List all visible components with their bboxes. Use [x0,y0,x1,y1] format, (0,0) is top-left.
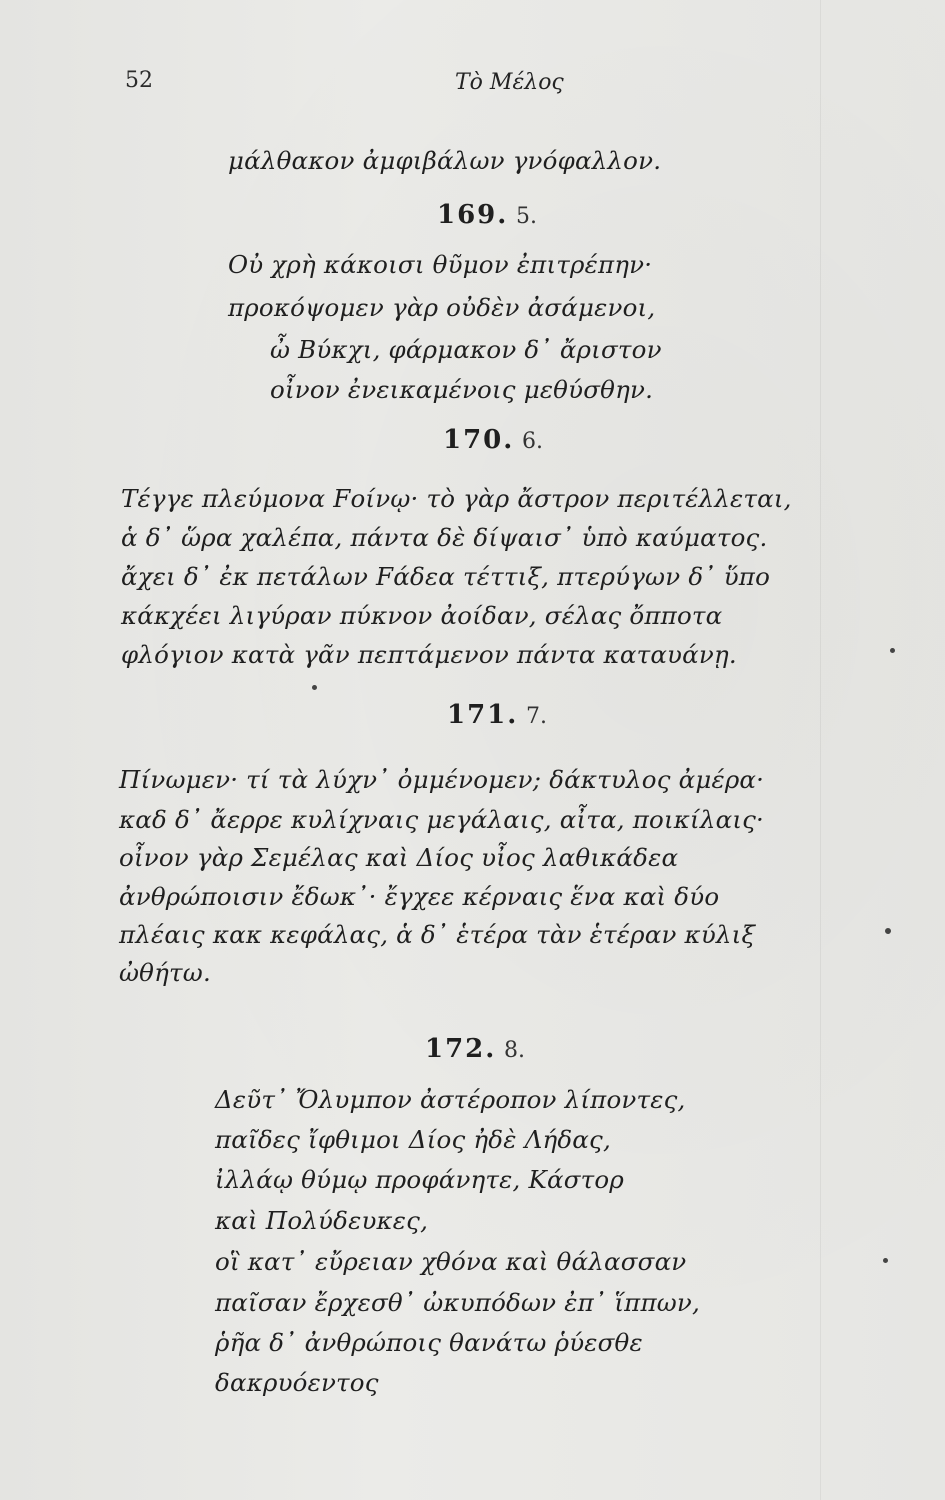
verse-line: Δεῦτ᾽ Ὄλυμπον ἀστέροπον λίποντες, [215,1085,686,1114]
verse-line: πλέαις κακ κεφάλας, ἁ δ᾽ ἑτέρα τὰν ἑτέραν κύλιξ [119,920,756,949]
fragment-number: 7. [525,704,547,729]
poem-number: 169. [437,200,509,230]
verse-line: κάκχέει λιγύραν πύκνον ἀοίδαν, σέλας ὄπποτα [121,601,723,630]
margin-speck [885,928,891,934]
running-head: Τὸ Μέλος [455,70,564,95]
margin-speck [883,1258,888,1263]
fragment-number: 6. [521,429,543,454]
verse-line: ἰλλάῳ θύμῳ προφάνητε, Κάστορ [215,1165,624,1194]
page-number: 52 [125,68,153,93]
verse-line: οἶνον ἐνεικαμένοις μεθύσθην. [270,375,654,404]
verse-line: οἶνον γὰρ Σεμέλας καὶ Δίος υἶος λαθικάδεα [119,843,679,872]
fold-shadow [820,0,821,1500]
verse-line: Οὐ χρὴ κάκοισι θῦμον ἐπιτρέπην· [228,250,653,279]
fragment-number: 5. [515,204,537,229]
verse-line: προκόψομεν γὰρ οὐδὲν ἀσάμενοι, [228,293,656,322]
verse-line: ὦ Βύκχι, φάρμακον δ᾽ ἄριστον [270,335,662,364]
verse-line: καδ δ᾽ ἄερρε κυλίχναις μεγάλαις, αἶτα, ποικίλαις· [119,805,765,834]
poem-number: 172. [425,1034,497,1064]
verse-line: καὶ Πολύδευκες, [215,1206,429,1235]
verse-line: παῖσαν ἔρχεσθ᾽ ὠκυπόδων ἐπ᾽ ἵππων, [215,1288,701,1317]
verse-line: ἄχει δ᾽ ἐκ πετάλων Fάδεα τέττιξ, πτερύγων δ᾽ ὕπο [121,562,771,591]
verse-line: Πίνωμεν· τί τὰ λύχν᾽ ὀμμένομεν; δάκτυλος ἀμέρα· [119,765,765,794]
poem-heading-171 [447,700,547,730]
margin-speck [890,648,895,653]
printing-speck [312,685,317,690]
verse-line: ἁ δ᾽ ὥρα χαλέπα, πάντα δὲ δίψαισ᾽ ὑπὸ καύματος. [121,523,768,552]
fragment-number: 8. [503,1038,525,1063]
poem-heading-169 [437,200,537,230]
verse-line: φλόγιον κατὰ γᾶν πεπτάμενον πάντα καταυάνῃ. [121,640,737,669]
poem-number: 171. [447,700,519,730]
poem-heading-170 [443,425,543,455]
verse-line: ῥῆα δ᾽ ἀνθρώποις θανάτω ῥύεσθε [215,1328,643,1357]
verse-line: ἀνθρώποισιν ἔδωκ᾽· ἔγχεε κέρναις ἕνα καὶ δύο [119,882,720,911]
verse-line: Τέγγε πλεύμονα Fοίνῳ· τὸ γὰρ ἄστρον περιτέλλεται, [121,484,792,513]
poem-heading-172 [425,1034,525,1064]
verse-line: δακρυόεντος [215,1368,379,1397]
verse-line: μάλθακον ἀμφιβάλων γνόφαλλον. [228,146,662,175]
verse-line: οἳ κατ᾽ εὔρειαν χθόνα καὶ θάλασσαν [215,1247,687,1276]
verse-line: παῖδες ἴφθιμοι Δίος ἠδὲ Λήδας, [215,1125,611,1154]
poem-number: 170. [443,425,515,455]
verse-line: ὠθήτω. [119,958,211,987]
